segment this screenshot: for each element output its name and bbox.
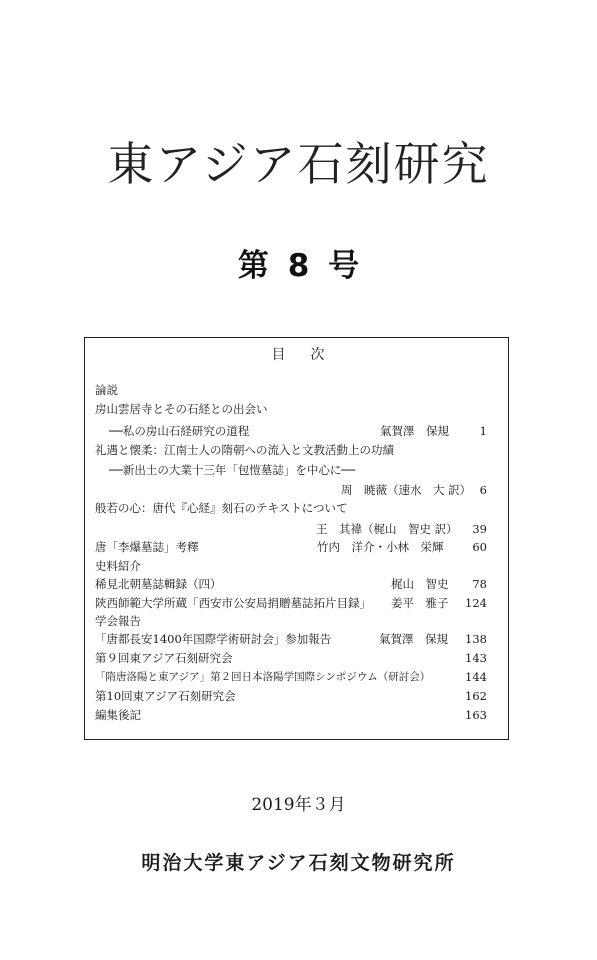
toc-row-title: 編集後記 — [95, 708, 141, 722]
toc-row-author: 梶山 智史 — [391, 577, 449, 591]
toc-row — [95, 461, 487, 479]
toc-row-page: 6 — [479, 483, 487, 497]
toc-row-page: 78 — [472, 577, 487, 591]
toc-row — [95, 441, 487, 459]
toc-heading-char-1: 目 — [271, 347, 287, 363]
toc-row-author: 王 其禕（梶山 智史 訳） — [316, 522, 458, 536]
toc-row-author: 周 暁薇（速水 大 訳） — [341, 483, 472, 497]
toc-row-title: 論説 — [95, 383, 118, 397]
toc-row-title: 稀見北朝墓誌輯録（四） — [95, 577, 222, 591]
toc-row — [95, 687, 487, 705]
toc-row-title: 唐「李爆墓誌」考釋 — [95, 540, 199, 554]
journal-title: 東アジア石刻研究 — [107, 137, 490, 191]
toc-heading — [0, 344, 597, 364]
toc-row-page: 39 — [472, 522, 487, 536]
toc-row-title: 「隋唐洛陽と東アジア」第２回日本洛陽学国際シンポジウム（研討会） — [95, 671, 431, 683]
toc-row-page: 60 — [472, 540, 487, 554]
toc-row-author: 氣賀澤 保規 — [380, 424, 449, 438]
toc-row-author: 竹内 洋介・小林 栄輝 — [317, 540, 444, 554]
toc-row — [95, 668, 487, 686]
toc-row-subtitle: ──私の房山石経研究の道程 — [109, 424, 250, 438]
toc-row-author: 姜平 雅子 — [391, 596, 449, 610]
toc-row — [95, 649, 487, 667]
toc-row-title: 学会報告 — [95, 614, 141, 628]
issue-number: 第 8 号 — [237, 248, 360, 284]
toc-row — [95, 400, 487, 418]
toc-row — [95, 538, 487, 556]
toc-row-page: 143 — [465, 651, 487, 665]
toc-row-title: 史料紹介 — [95, 559, 141, 573]
toc-row — [95, 422, 487, 440]
toc-row — [95, 481, 487, 499]
toc-row-page: 1 — [479, 424, 487, 438]
toc-row — [95, 594, 487, 612]
toc-row-title: 般若の心：唐代『心経』刻石のテキストについて — [95, 501, 348, 515]
toc-row-page: 144 — [465, 670, 487, 684]
toc-row-page: 163 — [465, 708, 487, 722]
toc-row-author: 氣賀澤 保規 — [379, 632, 448, 646]
toc-section-header — [95, 557, 487, 575]
toc-row — [95, 575, 487, 593]
publication-date: 2019年３月 — [251, 795, 346, 815]
toc-row — [95, 706, 487, 724]
toc-section-header — [95, 381, 487, 399]
toc-row-subtitle: ──新出土の大業十三年「包愷墓誌」を中心に── — [109, 463, 356, 477]
toc-row-title: 房山雲居寺とその石経との出会い — [95, 402, 268, 416]
toc-row-title: 第10回東アジア石刻研究会 — [95, 689, 236, 703]
toc-row-title: 陝西師範大学所蔵「西安市公安局捐贈墓誌拓片目録」 — [95, 596, 371, 610]
toc-section-header — [95, 612, 487, 630]
toc-row-title: 第９回東アジア石刻研究会 — [95, 651, 233, 665]
toc-row-page: 124 — [465, 596, 487, 610]
toc-row-title: 「唐都長安1400年国際学術研討会」参加報告 — [95, 632, 332, 646]
toc-row — [95, 630, 487, 648]
publisher-name: 明治大学東アジア石刻文物研究所 — [141, 852, 456, 874]
toc-row-page: 138 — [465, 632, 487, 646]
toc-row — [95, 520, 487, 538]
toc-row-title: 礼遇と懐柔：江南士人の隋朝への流入と文教活動上の功績 — [95, 443, 394, 457]
toc-heading-char-2: 次 — [310, 347, 326, 363]
toc-row-page: 162 — [465, 689, 487, 703]
toc-row — [95, 499, 487, 517]
